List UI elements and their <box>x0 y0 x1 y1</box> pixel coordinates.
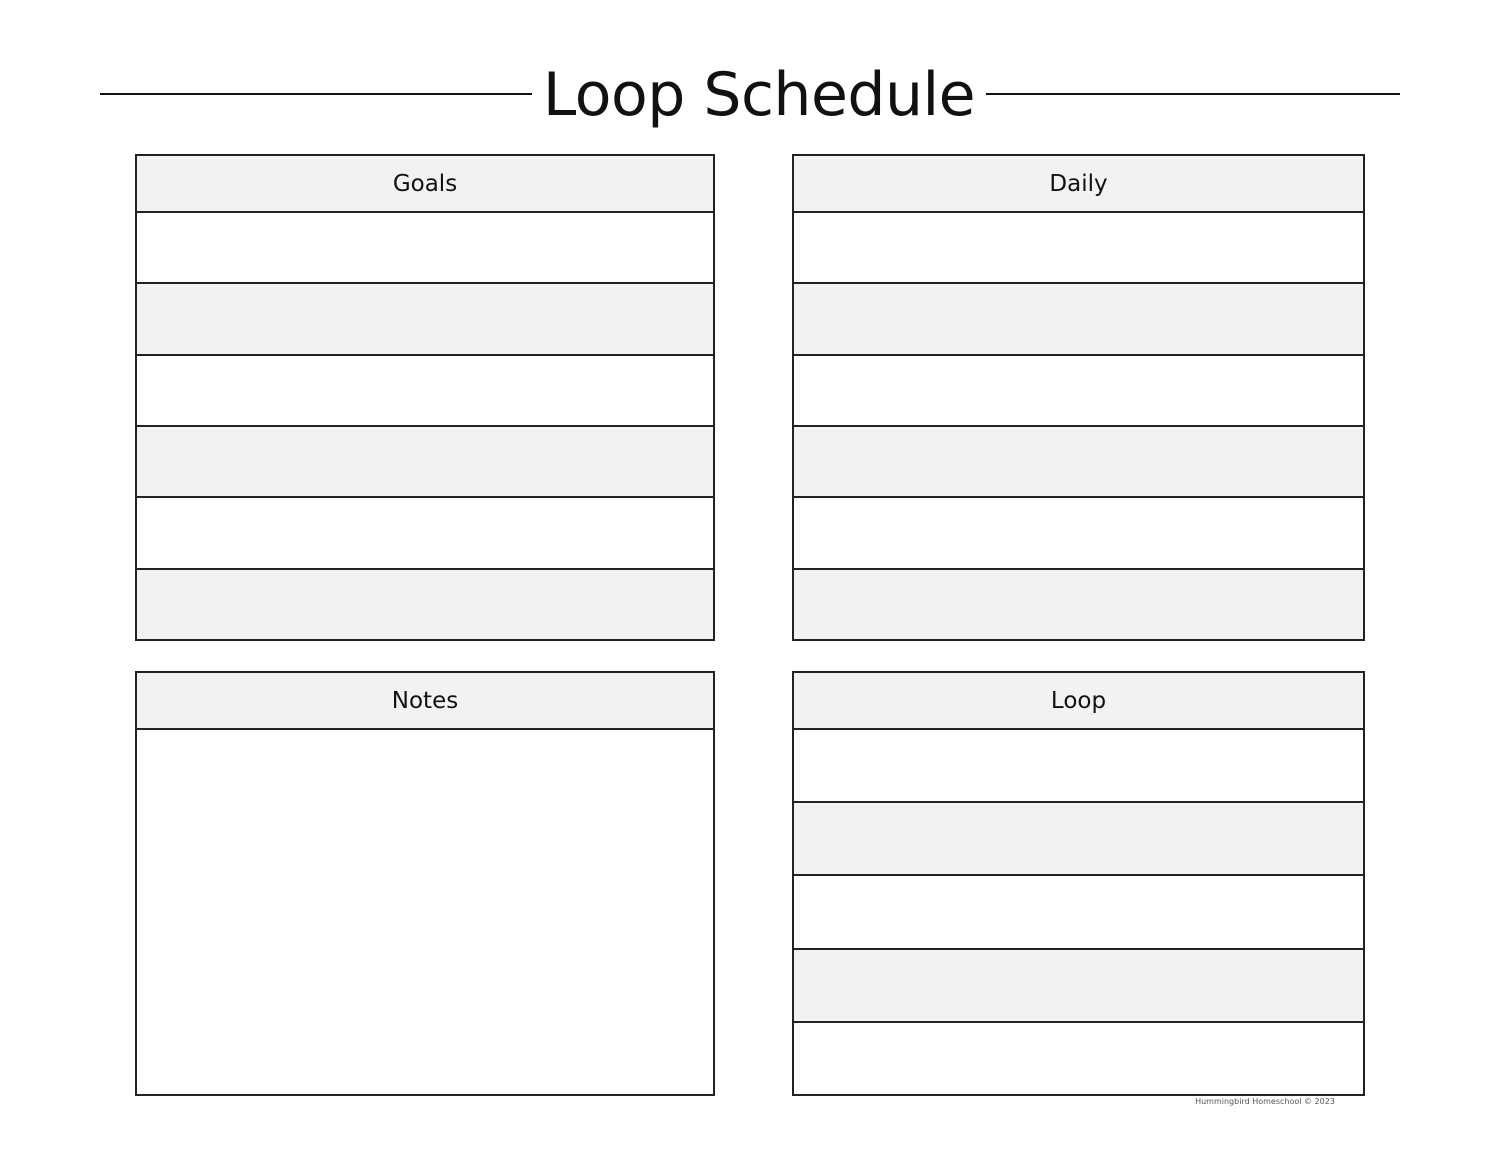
title-rule-right <box>986 93 1400 95</box>
daily-panel <box>792 154 1365 641</box>
goals-row[interactable] <box>137 570 713 639</box>
goals-panel <box>135 154 715 641</box>
notes-header: Notes <box>137 673 713 730</box>
loop-panel <box>792 671 1365 1096</box>
daily-row[interactable] <box>794 570 1363 639</box>
loop-row[interactable] <box>794 1023 1363 1094</box>
daily-header: Daily <box>794 156 1363 213</box>
goals-row[interactable] <box>137 498 713 569</box>
title-rule-left <box>100 93 532 95</box>
daily-row[interactable] <box>794 213 1363 284</box>
notes-panel <box>135 671 715 1096</box>
daily-row[interactable] <box>794 284 1363 355</box>
copyright-footer: Hummingbird Homeschool © 2023 <box>1195 1097 1335 1106</box>
goals-row[interactable] <box>137 356 713 427</box>
loop-row[interactable] <box>794 950 1363 1023</box>
daily-row[interactable] <box>794 427 1363 498</box>
goals-row[interactable] <box>137 213 713 284</box>
loop-header: Loop <box>794 673 1363 730</box>
goals-header: Goals <box>137 156 713 213</box>
page-title: Loop Schedule <box>542 60 976 130</box>
goals-row[interactable] <box>137 284 713 355</box>
loop-row[interactable] <box>794 730 1363 803</box>
loop-row[interactable] <box>794 803 1363 876</box>
daily-row[interactable] <box>794 498 1363 569</box>
notes-area[interactable] <box>137 730 713 1094</box>
loop-row[interactable] <box>794 876 1363 949</box>
goals-row[interactable] <box>137 427 713 498</box>
daily-row[interactable] <box>794 356 1363 427</box>
